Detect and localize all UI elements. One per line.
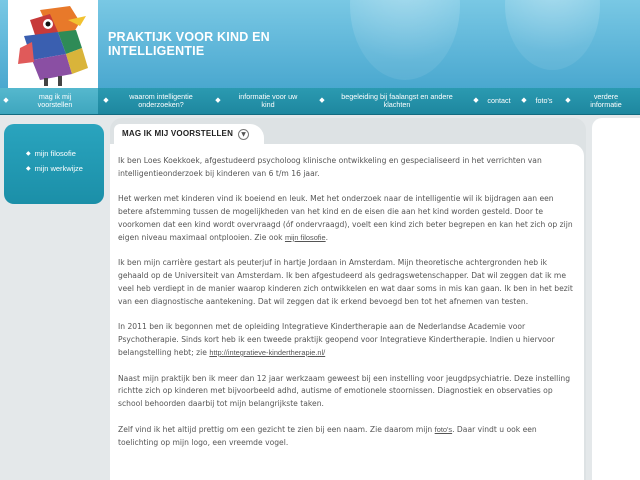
nav-item-contact[interactable] (470, 88, 516, 114)
nav-bullet-icon: ◆ (319, 97, 325, 104)
logo-bird-icon (10, 2, 96, 86)
nav-item-mag-ik-mij-voorstellen[interactable] (0, 88, 98, 114)
sidebar-item-mijn-filosofie[interactable] (10, 146, 98, 161)
page-title: MAG IK MIJ VOORSTELLEN (122, 129, 234, 138)
sidebar-item-label: mijn filosofie (34, 149, 76, 158)
nav-bullet-icon: ◆ (565, 97, 571, 104)
nav-item-begeleiding-bij-faalangst[interactable] (316, 88, 466, 114)
chevron-down-icon[interactable]: ▼ (238, 129, 249, 140)
link-fotos[interactable]: foto's (434, 424, 453, 434)
nav-bullet-icon: ◆ (3, 97, 9, 104)
nav-item-waarom-intelligentie-onderzoeken[interactable] (100, 88, 210, 114)
site-title (108, 30, 308, 58)
sidebar (4, 124, 104, 204)
sidebar-item-mijn-werkwijze[interactable] (10, 161, 98, 176)
right-column (592, 118, 640, 480)
nav-item-verdere-informatie[interactable] (562, 88, 638, 114)
paragraph: Ik ben Loes Koekkoek, afgestudeerd psycholoog klinische ontwikkeling en gespecialiseerd in het verrichten van intelligentieonderzoek bij kinderen van 6 t/m 16 jaar. (118, 156, 542, 178)
article-text (118, 155, 574, 462)
sidebar-item-label: mijn werkwijze (34, 164, 83, 173)
paragraph: Naast mijn praktijk ben ik meer dan 12 jaar werkzaam geweest bij een instelling voor jeugdpsychiatrie. Deze instelling richtte zich op kinderen met bijvoorbeeld adhd, autisme of emotionele stoornissen. Diagnostiek en observaties op school behoorden daarbij tot mijn belangrijkste taken. (118, 373, 571, 409)
site-title-line: INTELLIGENTIE (108, 44, 205, 58)
nav-label: waarom intelligentie onderzoeken? (129, 92, 193, 109)
sidebar-bullet-icon: ◆ (26, 151, 31, 157)
nav-label: mag ik mij voorstellen (37, 92, 73, 109)
nav-bullet-icon: ◆ (103, 97, 109, 104)
paragraph: Het werken met kinderen vind ik boeiend en leuk. Met het onderzoek naar de intelligentie wil ik bijdragen aan een betere afstemming tussen de mogelijkheden van het kind en de eisen die aan het kind worden gesteld. Door te voorkomen dat een kind wordt overvraagd (óf ondervraagd), voelt een kind zich beter begrepen en kan het zich op zijn eigen niveau maximaal ontplooien. Zie ook mijn filosofie. (118, 194, 573, 242)
nav-bullet-icon: ◆ (473, 97, 479, 104)
link-integratieve-kindertherapie[interactable]: http://integratieve-kindertherapie.nl/ (209, 347, 326, 357)
link-mijn-filosofie[interactable]: mijn filosofie (284, 232, 326, 242)
sidebar-bullet-icon: ◆ (26, 166, 31, 172)
decorative-bubble (505, 0, 600, 70)
nav-bullet-icon: ◆ (521, 97, 527, 104)
nav-label: verdere informatie (590, 92, 622, 109)
logo[interactable] (8, 0, 98, 88)
nav-bullet-icon: ◆ (215, 97, 221, 104)
site-header (0, 0, 640, 88)
nav-label: foto's (535, 96, 553, 105)
paragraph: In 2011 ben ik begonnen met de opleiding Integratieve Kindertherapie aan de Nederlandse Academie voor Psychotherapie. Sinds kort heb ik een tweede praktijk geopend voor Integratieve Kindertherapie. Indien u hiervoor belangstelling hebt; zie http://integratieve-kindertherapie.nl/ (118, 322, 555, 357)
paragraph: Ik ben mijn carrière gestart als peuterjuf in hartje Jordaan in Amsterdam. Mijn theoretische achtergronden heb ik gehaald op de Universiteit van Amsterdam. Ik ben afgestudeerd als gedragswetenschapper. Dat wil zeggen dat ik me veel heb verdiept in de manier waarop kinderen zich ontwikkelen en wat daar soms in mis kan gaan. Ik ben in het bezit van een diagnostische aantekening. Dat wil zeggen dat ik erkend bevoegd ben tot het afnemen van testen. (118, 258, 573, 306)
nav-label: begeleiding bij faalangst en andere klachten (341, 92, 453, 109)
content-tab (114, 124, 264, 144)
nav-item-informatie-voor-uw-kind[interactable] (212, 88, 312, 114)
nav-item-fotos[interactable] (518, 88, 558, 114)
paragraph: Zelf vind ik het altijd prettig om een gezicht te zien bij een naam. Zie daarom mijn foto's. Daar vindt u ook een toelichting op mijn logo, een vreemde vogel. (118, 424, 537, 447)
main-nav (0, 88, 640, 115)
site-title-line: PRAKTIJK VOOR KIND EN (108, 30, 270, 44)
decorative-bubble (350, 0, 460, 80)
nav-label: contact (487, 96, 511, 105)
nav-label: informatie voor uw kind (238, 92, 298, 109)
sidebar-menu (10, 146, 98, 180)
